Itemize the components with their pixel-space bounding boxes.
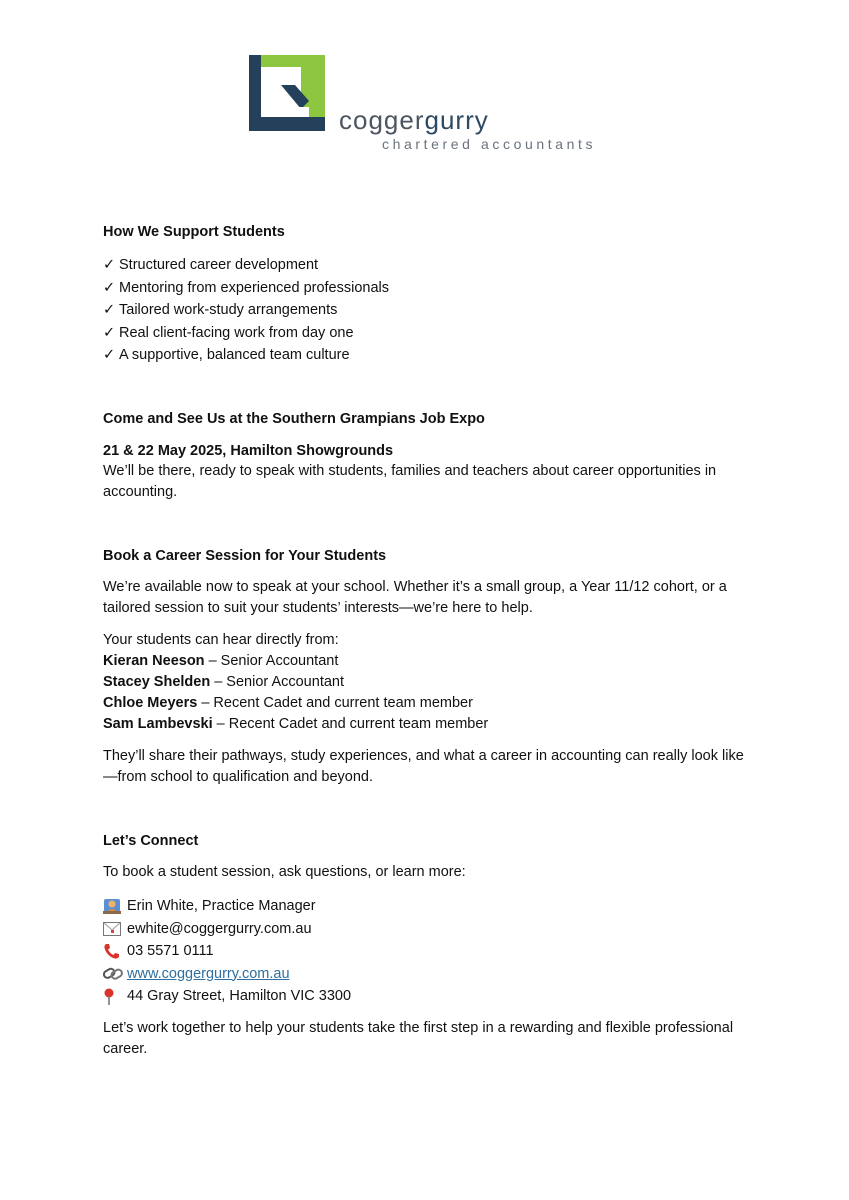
contact-website: [103, 963, 753, 986]
checkmark-icon: ✓: [103, 347, 116, 364]
support-item-text: Tailored work-study arrangements: [119, 302, 338, 319]
team-member-role: – Senior Accountant: [204, 652, 339, 669]
list-item: [103, 299, 753, 322]
contact-email: [103, 918, 753, 941]
contact-text: 44 Gray Street, Hamilton VIC 3300: [127, 988, 352, 1005]
contact-phone: [103, 940, 753, 963]
team-member-role: – Recent Cadet and current team member: [212, 715, 489, 732]
list-item: [103, 344, 753, 367]
team-member: [103, 714, 753, 735]
logo-wordmark: [339, 105, 489, 135]
booking-intro: We’re available now to speak at your school. Whether it’s a small group, a Year 11/12 cohort, or a tailored session to suit your students’ interests—we’re here to help.: [103, 578, 727, 616]
team-member-role: – Senior Accountant: [210, 673, 345, 690]
team-member-name: Sam Lambevski: [103, 715, 213, 732]
person-icon: [103, 897, 123, 915]
logo-word-part2: gurry: [424, 105, 489, 135]
support-item-text: Real client-facing work from day one: [119, 324, 354, 341]
connect-intro: To book a student session, ask questions, or learn more:: [103, 863, 466, 880]
support-list: [103, 254, 753, 367]
pin-icon: [103, 988, 123, 1006]
closing-text: Let’s work together to help your students take the first step in a rewarding and flexible professional career.: [103, 1019, 734, 1057]
logo-mark-icon: [249, 55, 325, 131]
list-item: [103, 322, 753, 345]
support-item-text: Structured career development: [119, 257, 319, 273]
checkmark-icon: ✓: [103, 279, 116, 296]
expo-text: We’ll be there, ready to speak with students, families and teachers about career opportunities in accounting.: [103, 462, 717, 500]
contact-text: ewhite@coggergurry.com.au: [127, 920, 312, 937]
checkmark-icon: ✓: [103, 324, 116, 341]
connect-heading: Let’s Connect: [103, 832, 199, 849]
expo-heading: Come and See Us at the Southern Grampians Job Expo: [103, 410, 485, 427]
link-icon: [103, 965, 123, 983]
phone-icon: [103, 942, 123, 960]
team-member-name: Chloe Meyers: [103, 694, 198, 711]
email-icon: [103, 920, 123, 938]
team-member-role: – Recent Cadet and current team member: [197, 694, 473, 711]
team-member-name: Stacey Shelden: [103, 673, 211, 690]
website-link[interactable]: www.coggergurry.com.au: [127, 965, 290, 982]
logo-word-part1: cogger: [339, 105, 425, 135]
team-list: [103, 651, 753, 735]
contact-text: Erin White, Practice Manager: [127, 897, 316, 914]
contact-text: 03 5571 0111: [127, 943, 214, 960]
team-member: [103, 693, 753, 714]
contact-list: [103, 895, 753, 1008]
logo-tagline: chartered accountants: [382, 136, 597, 152]
list-item: [103, 254, 753, 277]
checkmark-icon: ✓: [103, 257, 116, 273]
support-item-text: A supportive, balanced team culture: [119, 347, 350, 364]
team-member: [103, 672, 753, 693]
support-heading: How We Support Students: [103, 224, 285, 240]
booking-hear-from: Your students can hear directly from:: [103, 631, 339, 648]
team-member-name: Kieran Neeson: [103, 652, 205, 669]
booking-outro: They’ll share their pathways, study experiences, and what a career in accounting can really look like—from school to qualification and beyond.: [103, 747, 744, 785]
list-item: [103, 277, 753, 300]
contact-address: [103, 985, 753, 1008]
team-member: [103, 651, 753, 672]
contact-person: [103, 895, 753, 918]
company-logo: [249, 55, 609, 155]
checkmark-icon: ✓: [103, 302, 116, 319]
booking-heading: Book a Career Session for Your Students: [103, 547, 387, 564]
document-body: [103, 222, 753, 1060]
expo-date-location: 21 & 22 May 2025, Hamilton Showgrounds: [103, 442, 394, 459]
support-item-text: Mentoring from experienced professionals: [119, 279, 389, 296]
